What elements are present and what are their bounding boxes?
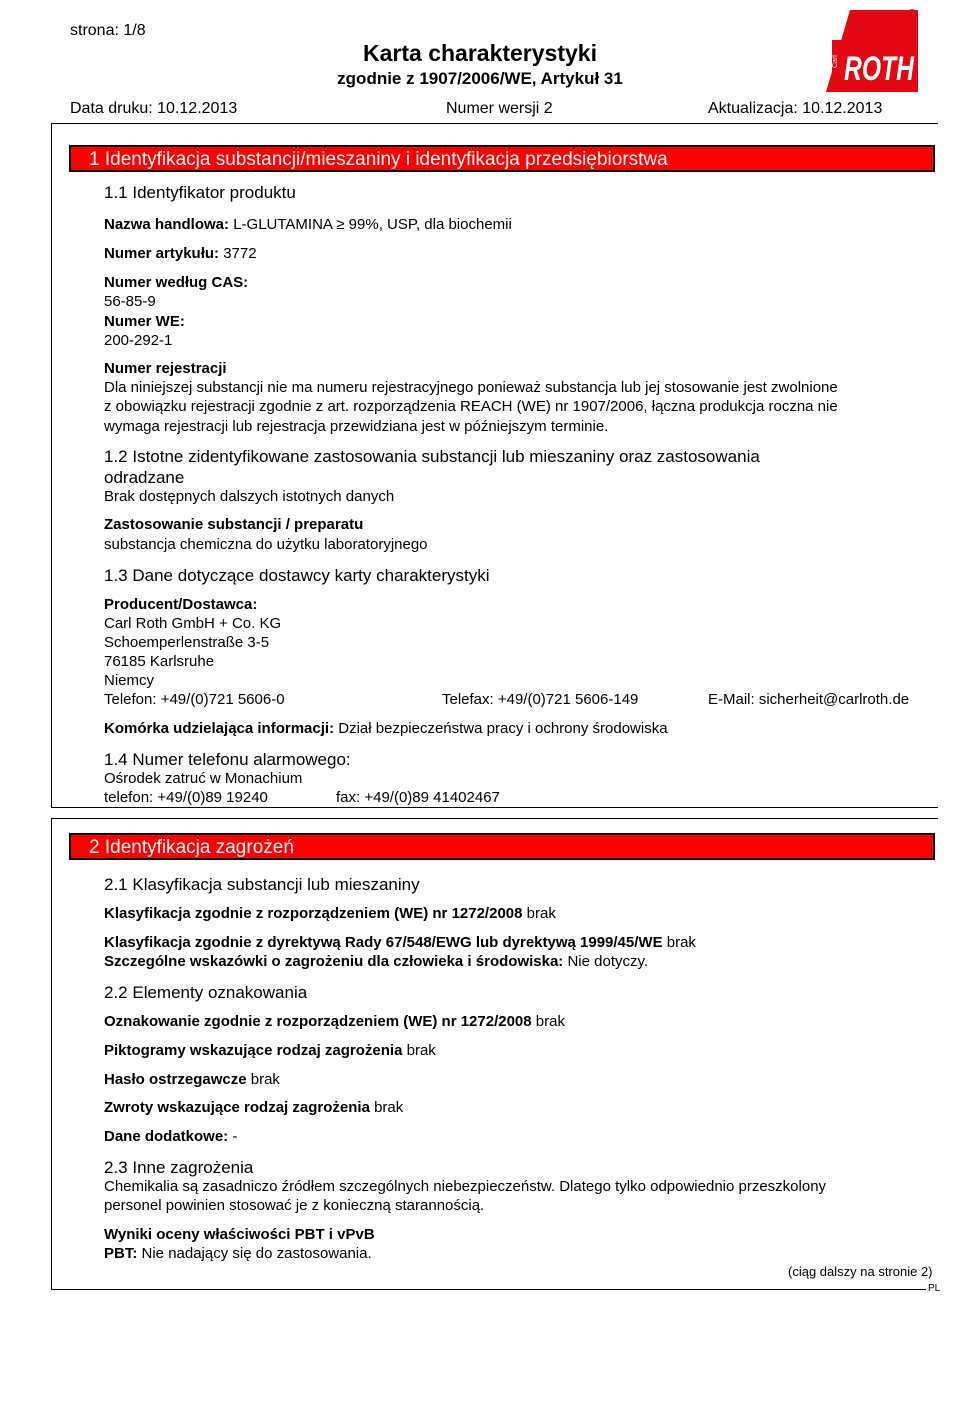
company-email[interactable]: E-Mail: sicherheit@carlroth.de — [708, 691, 910, 708]
section2-heading-bar — [69, 833, 935, 860]
document-subtitle: zgodnie z 1907/2006/WE, Artykuł 31 — [337, 69, 623, 88]
trade-name-label: Nazwa handlowa: — [104, 216, 230, 233]
update-date: Aktualizacja: 10.12.2013 — [708, 100, 883, 117]
s22-row-1 — [104, 1013, 565, 1030]
registration-text-1: Dla niniejszej substancji nie ma numeru rejestracyjnego ponieważ substancja lub jej stosowanie jest zwolnione — [104, 379, 838, 396]
s22-row-4 — [104, 1099, 403, 1116]
section2-left-border — [51, 818, 52, 1289]
company-name: Carl Roth GmbH + Co. KG — [104, 615, 282, 632]
s22-row-3 — [104, 1071, 280, 1088]
s22-row-4-value: brak — [374, 1099, 404, 1116]
continued-note: (ciąg dalszy na stronie 2) — [788, 1264, 933, 1279]
s13-title: 1.3 Dane dotyczące dostawcy karty charakterystyki — [104, 566, 490, 585]
s21-title: 2.1 Klasyfikacja substancji lub mieszaniny — [104, 875, 420, 894]
s23-text-1: Chemikalia są zasadniczo źródłem szczególnych niebezpieczeństw. Dlatego tylko odpowiednio przeszkolony — [104, 1178, 827, 1195]
s22-row-5-label: Dane dodatkowe: — [104, 1128, 229, 1145]
version-number: Numer wersji 2 — [446, 100, 553, 117]
we-value: 200-292-1 — [104, 332, 173, 349]
cas-label: Numer według CAS: — [104, 274, 249, 291]
article-number-value: 3772 — [223, 245, 257, 262]
section1-bottom-border — [51, 807, 938, 808]
section1-heading: 1 Identyfikacja substancji/mieszaniny i identyfikacja przedsiębiorstwa — [89, 149, 668, 170]
company-phone: Telefon: +49/(0)721 5606-0 — [104, 691, 285, 708]
s23-title: 2.3 Inne zagrożenia — [104, 1158, 254, 1177]
section1-left-border — [51, 124, 52, 807]
poison-center: Ośrodek zatruć w Monachium — [104, 770, 303, 787]
document-title: Karta charakterystyki — [363, 40, 597, 66]
s21-row-2 — [104, 934, 696, 951]
svg-text:ROTH: ROTH — [844, 50, 916, 88]
s22-row-1-label: Oznakowanie zgodnie z rozporządzeniem (WE) nr 1272/2008 — [104, 1013, 532, 1030]
section2-top-border — [51, 818, 938, 819]
svg-text:R: R — [909, 13, 915, 20]
info-dept-value: Dział bezpieczeństwa pracy i ochrony środowiska — [338, 720, 668, 737]
s21-row-1-label: Klasyfikacja zgodnie z rozporządzeniem (WE) nr 1272/2008 — [104, 905, 523, 922]
producer-label: Producent/Dostawca: — [104, 596, 258, 613]
company-fax: Telefax: +49/(0)721 5606-149 — [442, 691, 639, 708]
use-value: substancja chemiczna do użytku laboratoryjnego — [104, 536, 428, 553]
s21-row-1-value: brak — [526, 905, 556, 922]
s21-row-3-value: Nie dotyczy. — [567, 953, 649, 970]
s22-row-1-value: brak — [535, 1013, 565, 1030]
s14-title: 1.4 Numer telefonu alarmowego: — [104, 750, 351, 769]
roth-logo — [820, 2, 925, 94]
registration-text-2: z obowiązku rejestracji zgodnie z art. rozporządzenia REACH (WE) nr 1907/2006, łączna produkcja roczna nie — [104, 398, 838, 415]
s12-title-2: odradzane — [104, 468, 185, 487]
s22-row-3-value: brak — [250, 1071, 280, 1088]
pbt-row — [104, 1245, 372, 1262]
s12-title-1: 1.2 Istotne zidentyfikowane zastosowania substancji lub mieszaniny oraz zastosowania — [104, 447, 760, 466]
s23-text-2: personel powinien stosować je z konieczną starannością. — [104, 1197, 485, 1214]
section1-heading-bar — [69, 145, 935, 172]
s22-row-2-label: Piktogramy wskazujące rodzaj zagrożenia — [104, 1042, 403, 1059]
s21-row-3 — [104, 953, 648, 970]
s21-row-2-label: Klasyfikacja zgodnie z dyrektywą Rady 67/548/EWG lub dyrektywą 1999/45/WE — [104, 934, 663, 951]
s22-row-2 — [104, 1042, 436, 1059]
language-code: PL — [928, 1283, 941, 1294]
company-city: 76185 Karlsruhe — [104, 653, 215, 670]
s21-row-2-value: brak — [666, 934, 696, 951]
registration-text-3: wymaga rejestracji lub rejestracja przewidziana jest w późniejszym terminie. — [104, 418, 609, 435]
registration-label: Numer rejestracji — [104, 360, 227, 377]
s12-text: Brak dostępnych dalszych istotnych danych — [104, 488, 395, 505]
s22-row-2-value: brak — [406, 1042, 436, 1059]
s21-row-1 — [104, 905, 556, 922]
svg-text:Carl: Carl — [832, 55, 839, 68]
trade-name-row — [104, 216, 512, 233]
print-date: Data druku: 10.12.2013 — [70, 100, 238, 117]
company-street: Schoemperlenstraße 3-5 — [104, 634, 270, 651]
trade-name-value: L-GLUTAMINA ≥ 99%, USP, dla biochemii — [233, 216, 512, 233]
company-country: Niemcy — [104, 672, 155, 689]
page-number: strona: 1/8 — [70, 22, 146, 39]
article-number-label: Numer artykułu: — [104, 245, 220, 262]
pbt-title: Wyniki oceny właściwości PBT i vPvB — [104, 1226, 375, 1243]
we-label: Numer WE: — [104, 313, 185, 330]
cas-value: 56-85-9 — [104, 293, 156, 310]
s22-title: 2.2 Elementy oznakowania — [104, 983, 308, 1002]
s22-row-4-label: Zwroty wskazujące rodzaj zagrożenia — [104, 1099, 370, 1116]
header-rule — [51, 123, 938, 124]
emergency-phone: telefon: +49/(0)89 19240 — [104, 789, 268, 806]
s11-title: 1.1 Identyfikator produktu — [104, 183, 296, 202]
use-label: Zastosowanie substancji / preparatu — [104, 516, 364, 533]
info-dept-row — [104, 720, 668, 737]
pbt-value: Nie nadający się do zastosowania. — [141, 1245, 372, 1262]
info-dept-label: Komórka udzielająca informacji: — [104, 720, 335, 737]
pbt-label: PBT: — [104, 1245, 138, 1262]
s22-row-5 — [104, 1128, 237, 1145]
article-number-row — [104, 245, 257, 262]
section2-heading: 2 Identyfikacja zagrożeń — [89, 837, 294, 858]
s22-row-3-label: Hasło ostrzegawcze — [104, 1071, 247, 1088]
emergency-fax: fax: +49/(0)89 41402467 — [336, 789, 500, 806]
roth-logo-icon — [820, 2, 925, 94]
s21-row-3-label: Szczególne wskazówki o zagrożeniu dla człowieka i środowiska: — [104, 953, 564, 970]
s22-row-5-value: - — [232, 1128, 238, 1145]
section2-bottom-border — [51, 1289, 938, 1290]
